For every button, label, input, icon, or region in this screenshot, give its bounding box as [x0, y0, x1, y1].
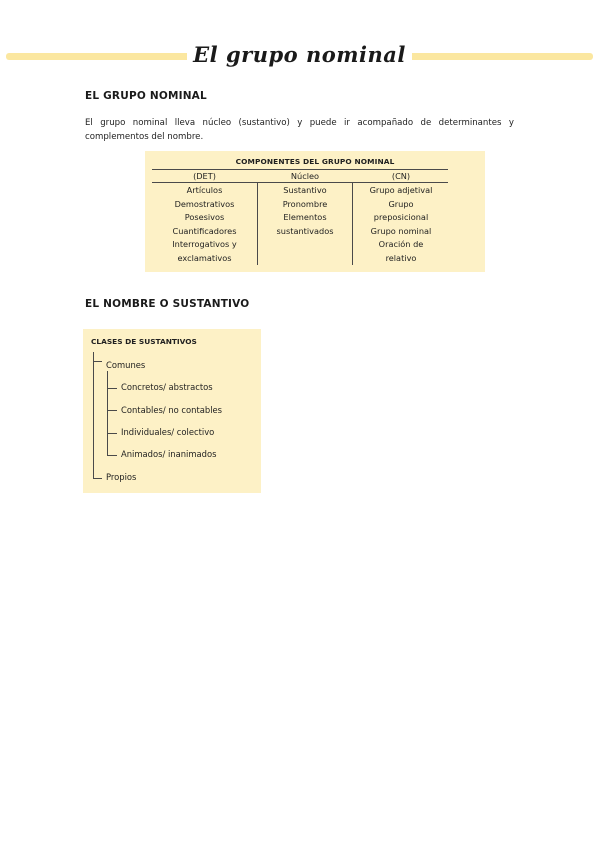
tree-branch-sub — [107, 455, 117, 456]
nucleo-item: Pronombre — [282, 198, 328, 209]
noun-classes-title: CLASES DE SUSTANTIVOS — [91, 337, 197, 346]
nucleo-item: sustantivados — [276, 225, 334, 236]
tree-label-comunes: Comunes — [106, 360, 146, 370]
cn-item: preposicional — [373, 212, 429, 222]
tree-sub-trunk-line — [107, 371, 108, 455]
tree-trunk-line — [93, 352, 94, 478]
cn-item: relativo — [385, 252, 417, 263]
tree-label-sub: Animados/ inanimados — [121, 449, 217, 459]
noun-classes-diagram — [83, 329, 261, 493]
tree-branch-sub — [107, 388, 117, 389]
table-header-rule — [152, 182, 448, 183]
tree-branch-sub — [107, 433, 117, 434]
det-item: Cuantificadores — [172, 225, 237, 236]
cn-item: Grupo — [388, 198, 414, 209]
column-nucleo — [258, 184, 352, 238]
page-title-text: El grupo nominal — [187, 42, 412, 67]
det-item: Posesivos — [184, 212, 225, 222]
column-det — [152, 184, 257, 265]
section-heading-grupo-nominal: EL GRUPO NOMINAL — [85, 90, 207, 102]
det-item: Artículos — [186, 185, 223, 195]
components-table — [145, 151, 485, 272]
tree-label-sub: Contables/ no contables — [121, 405, 223, 415]
det-item: exclamativos — [177, 252, 232, 263]
column-cn — [353, 184, 449, 265]
cn-item: Oración de — [378, 239, 424, 249]
nucleo-item: Elementos — [283, 212, 327, 222]
tree-label-propios: Propios — [106, 472, 137, 482]
column-header-nucleo: Núcleo — [290, 171, 320, 181]
column-header-cn: (CN) — [391, 171, 411, 181]
intro-paragraph: El grupo nominal lleva núcleo (sustantivo) y puede ir acompañado de determinantes y complementos del nombre. — [85, 118, 514, 142]
components-table-title: COMPONENTES DEL GRUPO NOMINAL — [235, 157, 395, 166]
tree-label-sub: Concretos/ abstractos — [121, 382, 213, 392]
tree-branch-propios — [93, 478, 102, 479]
tree-label-sub: Individuales/ colectivo — [121, 427, 215, 437]
table-top-rule — [152, 169, 448, 170]
page-title — [0, 42, 599, 67]
column-header-det: (DET) — [193, 171, 216, 181]
det-item: Demostrativos — [174, 198, 235, 209]
cn-item: Grupo nominal — [370, 225, 432, 236]
section-heading-nombre-sustantivo: EL NOMBRE O SUSTANTIVO — [85, 298, 250, 310]
cn-item: Grupo adjetival — [369, 185, 433, 195]
det-item: Interrogativos y — [172, 239, 237, 249]
tree-branch-sub — [107, 410, 117, 411]
tree-branch-comunes — [93, 361, 102, 362]
nucleo-item: Sustantivo — [283, 185, 327, 195]
